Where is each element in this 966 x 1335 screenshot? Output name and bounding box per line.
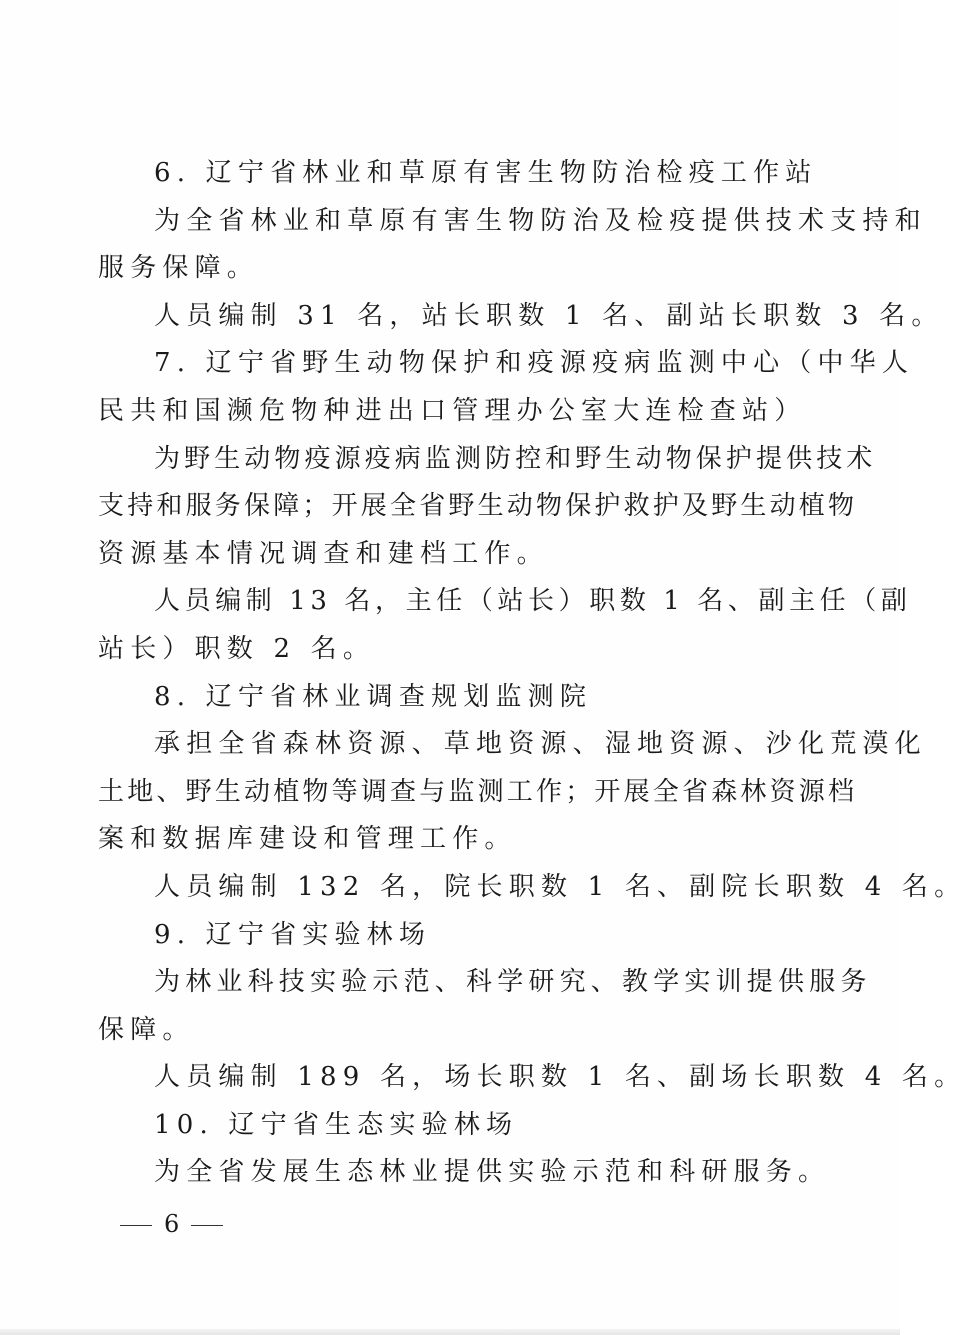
staffing-line: 人员编制 132 名，院长职数 1 名、副院长职数 4 名。 bbox=[154, 871, 966, 902]
scan-bottom-edge bbox=[0, 1329, 900, 1335]
paragraph-line: 资源基本情况调查和建档工作。 bbox=[98, 538, 549, 569]
staffing-line: 人员编制 13 名，主任（站长）职数 1 名、副主任（副 bbox=[154, 586, 912, 617]
paragraph-line: 为全省林业和草原有害生物防治及检疫提供技术支持和 bbox=[154, 205, 927, 236]
document-body bbox=[98, 150, 966, 1197]
section-heading-10: 10. 辽宁省生态实验林场 bbox=[154, 1109, 519, 1140]
section-heading-6: 6. 辽宁省林业和草原有害生物防治检疫工作站 bbox=[154, 158, 818, 188]
paragraph-line: 为野生动物疫源疫病监测防控和野生动物保护提供技术 bbox=[154, 443, 877, 474]
section-heading-7: 7. 辽宁省野生动物保护和疫源疫病监测中心（中华人 bbox=[154, 348, 915, 379]
footer-dash-right bbox=[191, 1225, 223, 1226]
section-heading-9: 9. 辽宁省实验林场 bbox=[154, 919, 432, 950]
page-footer bbox=[120, 1204, 223, 1244]
page-number: 6 bbox=[164, 1210, 180, 1238]
section-heading-8: 8. 辽宁省林业调查规划监测院 bbox=[154, 681, 593, 712]
paragraph-line: 支持和服务保障；开展全省野生动物保护救护及野生动植物 bbox=[98, 491, 858, 522]
paragraph-line: 土地、野生动植物等调查与监测工作；开展全省森林资源档 bbox=[98, 776, 858, 807]
paragraph-line: 服务保障。 bbox=[98, 253, 260, 284]
staffing-line: 站长）职数 2 名。 bbox=[98, 633, 376, 664]
staffing-line: 人员编制 189 名，场长职数 1 名、副场长职数 4 名。 bbox=[154, 1062, 966, 1093]
staffing-line: 人员编制 31 名，站长职数 1 名、副站长职数 3 名。 bbox=[154, 300, 944, 331]
paragraph-line: 保障。 bbox=[98, 1014, 195, 1045]
footer-dash-left bbox=[120, 1225, 152, 1226]
paragraph-line: 案和数据库建设和管理工作。 bbox=[98, 824, 517, 855]
paragraph-line: 承担全省森林资源、草地资源、湿地资源、沙化荒漠化 bbox=[154, 729, 927, 760]
paragraph-line: 为林业科技实验示范、科学研究、教学实训提供服务 bbox=[154, 967, 872, 998]
paragraph-line: 为全省发展生态林业提供实验示范和科研服务。 bbox=[154, 1157, 831, 1188]
section-heading-7-continued: 民共和国濒危物种进出口管理办公室大连检查站） bbox=[98, 395, 807, 426]
